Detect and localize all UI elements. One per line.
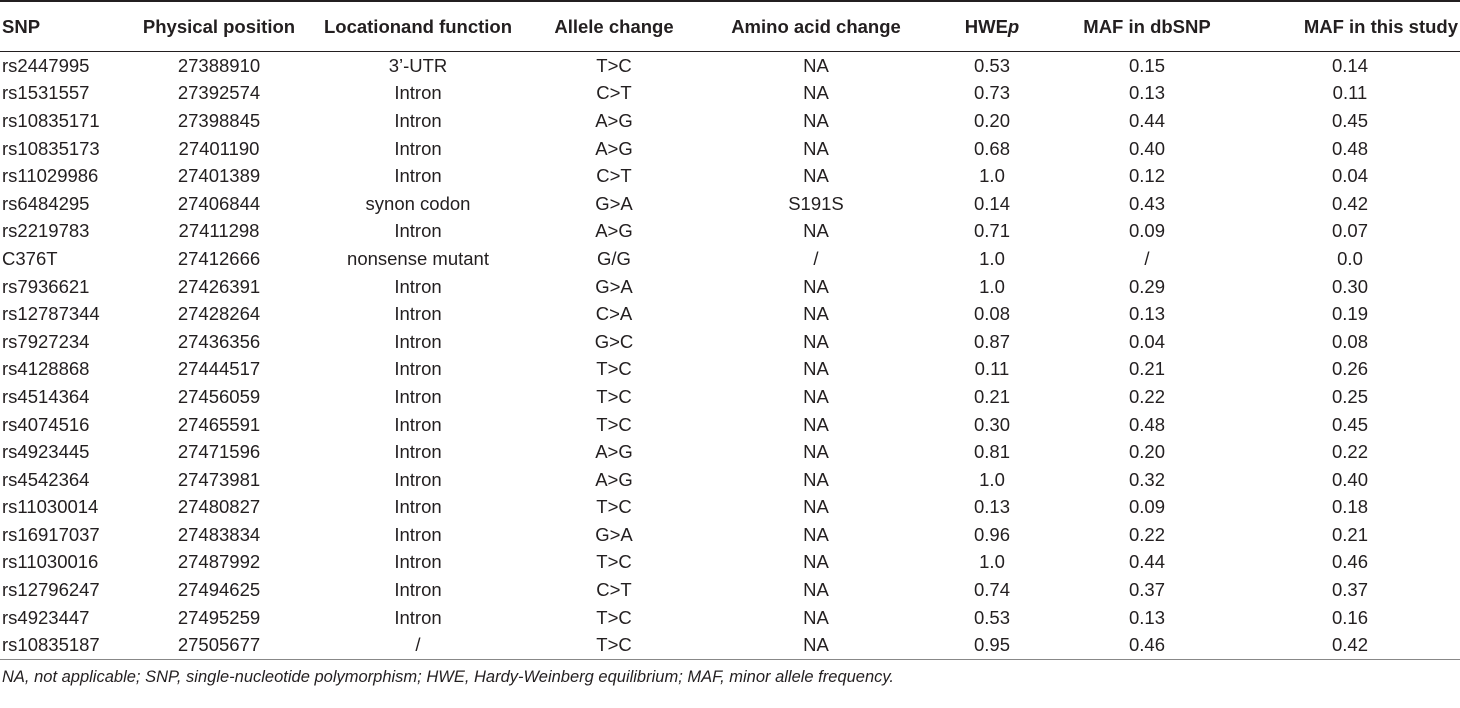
cell-allele-change: G>A — [595, 192, 633, 214]
cell-location-function: Intron — [394, 523, 442, 545]
cell-location-function: Intron — [394, 275, 442, 297]
cell-maf-dbsnp: 0.29 — [1128, 275, 1165, 297]
cell-allele-change: T>C — [596, 385, 632, 407]
cell-location-function: Intron — [394, 165, 442, 187]
cell-allele-change: A>G — [595, 137, 633, 159]
table-row — [0, 107, 1460, 135]
table-row — [0, 576, 1460, 604]
cell-snp: rs7927234 — [2, 330, 90, 352]
cell-physical-position: 27428264 — [177, 303, 261, 325]
cell-physical-position: 27480827 — [177, 496, 261, 518]
cell-hwe-p: 0.68 — [973, 137, 1010, 159]
cell-amino-acid-change: NA — [803, 330, 829, 352]
cell-maf-this-study: 0.04 — [1331, 165, 1368, 187]
table-row — [0, 162, 1460, 190]
cell-hwe-p: 0.95 — [973, 634, 1010, 656]
cell-snp: rs6484295 — [2, 192, 90, 214]
table-row — [0, 411, 1460, 439]
table-row — [0, 218, 1460, 246]
cell-allele-change: T>C — [596, 551, 632, 573]
cell-snp: rs4514364 — [2, 385, 90, 407]
header-amino-acid-change: Amino acid change — [731, 15, 901, 37]
cell-amino-acid-change: NA — [803, 385, 829, 407]
cell-amino-acid-change: NA — [803, 579, 829, 601]
table-row — [0, 521, 1460, 549]
cell-maf-dbsnp: 0.13 — [1128, 82, 1165, 104]
header-maf-dbsnp: MAF in dbSNP — [1083, 15, 1211, 37]
cell-maf-this-study: 0.19 — [1331, 303, 1368, 325]
cell-maf-dbsnp: 0.04 — [1128, 330, 1165, 352]
cell-hwe-p: 0.13 — [973, 496, 1010, 518]
cell-hwe-p: 0.87 — [973, 330, 1010, 352]
cell-snp: rs4074516 — [2, 413, 90, 435]
cell-allele-change: G/G — [597, 247, 631, 269]
table-row — [0, 273, 1460, 301]
cell-physical-position: 27465591 — [177, 413, 261, 435]
cell-allele-change: G>C — [594, 330, 634, 352]
cell-snp: rs12787344 — [2, 303, 100, 325]
cell-location-function: Intron — [394, 496, 442, 518]
cell-hwe-p: 0.08 — [973, 303, 1010, 325]
cell-physical-position: 27495259 — [177, 606, 261, 628]
cell-snp: rs10835171 — [2, 109, 100, 131]
cell-allele-change: T>C — [596, 606, 632, 628]
cell-hwe-p: 0.81 — [973, 441, 1010, 463]
cell-physical-position: 27471596 — [177, 441, 261, 463]
cell-physical-position: 27456059 — [177, 385, 261, 407]
cell-location-function: / — [415, 634, 421, 656]
cell-maf-this-study: 0.08 — [1331, 330, 1368, 352]
cell-location-function: Intron — [394, 137, 442, 159]
cell-physical-position: 27473981 — [177, 468, 261, 490]
cell-physical-position: 27398845 — [177, 109, 261, 131]
table-row — [0, 631, 1460, 659]
cell-allele-change: C>T — [596, 579, 632, 601]
cell-maf-dbsnp: 0.46 — [1128, 634, 1165, 656]
cell-snp: rs1531557 — [2, 82, 90, 104]
cell-hwe-p: 1.0 — [979, 275, 1005, 297]
cell-physical-position: 27401389 — [177, 165, 261, 187]
cell-maf-dbsnp: 0.20 — [1128, 441, 1165, 463]
cell-snp: rs4923447 — [2, 606, 90, 628]
cell-maf-dbsnp: 0.13 — [1128, 606, 1165, 628]
cell-physical-position: 27401190 — [178, 137, 260, 159]
cell-maf-this-study: 0.21 — [1331, 523, 1368, 545]
cell-maf-dbsnp: 0.40 — [1128, 137, 1165, 159]
table-header-row — [0, 2, 1460, 52]
cell-physical-position: 27444517 — [177, 358, 261, 380]
cell-location-function: synon codon — [365, 192, 471, 214]
cell-amino-acid-change: NA — [803, 441, 829, 463]
cell-allele-change: C>A — [595, 303, 633, 325]
cell-location-function: nonsense mutant — [347, 247, 489, 269]
cell-physical-position: 27412666 — [177, 247, 261, 269]
cell-amino-acid-change: NA — [803, 82, 829, 104]
cell-physical-position: 27483834 — [177, 523, 261, 545]
cell-maf-this-study: 0.48 — [1331, 137, 1368, 159]
cell-allele-change: T>C — [596, 413, 632, 435]
cell-hwe-p: 1.0 — [979, 468, 1005, 490]
cell-physical-position: 27487992 — [177, 551, 261, 573]
cell-snp: rs10835173 — [2, 137, 100, 159]
cell-location-function: Intron — [394, 358, 442, 380]
header-hwe-label: HWE — [964, 15, 1008, 37]
table-body — [0, 52, 1460, 660]
cell-maf-this-study: 0.0 — [1337, 247, 1363, 269]
cell-location-function: Intron — [394, 468, 442, 490]
cell-maf-dbsnp: 0.37 — [1128, 579, 1165, 601]
cell-maf-dbsnp: 0.15 — [1128, 54, 1165, 76]
table-row — [0, 604, 1460, 632]
cell-snp: C376T — [2, 247, 58, 269]
table-row — [0, 190, 1460, 218]
cell-maf-this-study: 0.37 — [1331, 579, 1368, 601]
cell-hwe-p: 0.73 — [973, 82, 1010, 104]
cell-hwe-p: 0.53 — [973, 606, 1010, 628]
cell-physical-position: 27411298 — [178, 220, 260, 242]
cell-maf-this-study: 0.18 — [1331, 496, 1368, 518]
cell-hwe-p: 0.53 — [973, 54, 1010, 76]
cell-location-function: Intron — [394, 551, 442, 573]
cell-amino-acid-change: NA — [803, 358, 829, 380]
cell-snp: rs16917037 — [2, 523, 100, 545]
cell-maf-dbsnp: 0.22 — [1128, 523, 1165, 545]
cell-amino-acid-change: NA — [803, 303, 829, 325]
cell-allele-change: A>G — [595, 468, 633, 490]
cell-hwe-p: 1.0 — [979, 551, 1005, 573]
cell-amino-acid-change: NA — [803, 523, 829, 545]
cell-amino-acid-change: NA — [803, 165, 829, 187]
table-row — [0, 356, 1460, 384]
table-row — [0, 135, 1460, 163]
cell-allele-change: T>C — [596, 54, 632, 76]
cell-amino-acid-change: / — [813, 247, 819, 269]
cell-amino-acid-change: S191S — [788, 192, 844, 214]
header-physical-position: Physical position — [142, 15, 296, 37]
table-row — [0, 80, 1460, 108]
cell-maf-dbsnp: 0.13 — [1128, 303, 1165, 325]
cell-hwe-p: 0.74 — [973, 579, 1010, 601]
cell-location-function: Intron — [394, 220, 442, 242]
header-hwe-p — [930, 2, 1054, 52]
cell-maf-this-study: 0.22 — [1331, 441, 1368, 463]
cell-amino-acid-change: NA — [803, 413, 829, 435]
cell-maf-dbsnp: 0.21 — [1128, 358, 1165, 380]
cell-maf-this-study: 0.46 — [1331, 551, 1368, 573]
table-row — [0, 549, 1460, 577]
cell-maf-dbsnp: 0.43 — [1128, 192, 1165, 214]
cell-amino-acid-change: NA — [803, 606, 829, 628]
cell-allele-change: A>G — [595, 441, 633, 463]
cell-hwe-p: 0.20 — [973, 109, 1010, 131]
table-footnote: NA, not applicable; SNP, single-nucleotide polymorphism; HWE, Hardy-Weinberg equilibrium; MAF, minor allele frequency. — [2, 668, 895, 687]
header-hwe-p-italic: p — [1007, 15, 1020, 37]
cell-maf-this-study: 0.42 — [1331, 192, 1368, 214]
cell-snp: rs12796247 — [2, 579, 100, 601]
cell-allele-change: A>G — [595, 109, 633, 131]
cell-hwe-p: 0.14 — [973, 192, 1010, 214]
cell-snp: rs7936621 — [2, 275, 90, 297]
cell-amino-acid-change: NA — [803, 468, 829, 490]
cell-location-function: Intron — [394, 303, 442, 325]
cell-location-function: Intron — [394, 109, 442, 131]
cell-physical-position: 27392574 — [177, 82, 261, 104]
cell-maf-dbsnp: 0.32 — [1128, 468, 1165, 490]
cell-maf-this-study: 0.30 — [1331, 275, 1368, 297]
cell-physical-position: 27388910 — [177, 54, 261, 76]
header-allele-change: Allele change — [554, 15, 674, 37]
cell-amino-acid-change: NA — [803, 551, 829, 573]
cell-snp: rs2219783 — [2, 220, 90, 242]
cell-amino-acid-change: NA — [803, 220, 829, 242]
cell-maf-dbsnp: 0.09 — [1128, 220, 1165, 242]
table-row — [0, 494, 1460, 522]
cell-location-function: Intron — [394, 579, 442, 601]
cell-maf-this-study: 0.45 — [1331, 109, 1368, 131]
cell-maf-dbsnp: 0.44 — [1128, 109, 1165, 131]
cell-location-function: 3’-UTR — [388, 54, 448, 76]
table-row — [0, 300, 1460, 328]
cell-maf-this-study: 0.26 — [1331, 358, 1368, 380]
cell-hwe-p: 0.30 — [973, 413, 1010, 435]
cell-maf-this-study: 0.07 — [1331, 220, 1368, 242]
header-snp: SNP — [2, 15, 41, 37]
cell-maf-this-study: 0.25 — [1331, 385, 1368, 407]
header-maf-this-study: MAF in this study — [1303, 15, 1458, 37]
cell-hwe-p: 0.21 — [973, 385, 1010, 407]
cell-allele-change: G>A — [595, 275, 633, 297]
cell-snp: rs4923445 — [2, 441, 90, 463]
table-row — [0, 438, 1460, 466]
cell-snp: rs4128868 — [2, 358, 90, 380]
table-row — [0, 328, 1460, 356]
table-row — [0, 245, 1460, 273]
cell-hwe-p: 1.0 — [979, 165, 1005, 187]
cell-physical-position: 27505677 — [177, 634, 261, 656]
cell-allele-change: A>G — [595, 220, 633, 242]
table-row — [0, 52, 1460, 80]
table-row — [0, 466, 1460, 494]
cell-snp: rs10835187 — [2, 634, 100, 656]
cell-physical-position: 27436356 — [177, 330, 261, 352]
cell-hwe-p: 0.96 — [973, 523, 1010, 545]
cell-snp: rs11029986 — [2, 165, 99, 187]
cell-amino-acid-change: NA — [803, 109, 829, 131]
cell-physical-position: 27426391 — [177, 275, 261, 297]
cell-hwe-p: 0.11 — [974, 358, 1010, 380]
cell-maf-dbsnp: 0.44 — [1128, 551, 1165, 573]
cell-maf-this-study: 0.40 — [1331, 468, 1368, 490]
cell-allele-change: C>T — [596, 82, 632, 104]
cell-allele-change: T>C — [596, 496, 632, 518]
cell-location-function: Intron — [394, 385, 442, 407]
cell-allele-change: C>T — [596, 165, 632, 187]
cell-snp: rs11030014 — [2, 496, 99, 518]
cell-amino-acid-change: NA — [803, 54, 829, 76]
cell-snp: rs4542364 — [2, 468, 90, 490]
cell-snp: rs11030016 — [2, 551, 99, 573]
cell-location-function: Intron — [394, 413, 442, 435]
table-row — [0, 383, 1460, 411]
cell-hwe-p: 1.0 — [979, 247, 1005, 269]
cell-maf-dbsnp: 0.48 — [1128, 413, 1165, 435]
header-location-function: Locationand function — [323, 15, 513, 37]
cell-physical-position: 27494625 — [177, 579, 261, 601]
cell-maf-this-study: 0.11 — [1332, 82, 1368, 104]
cell-maf-dbsnp: 0.22 — [1128, 385, 1165, 407]
cell-maf-this-study: 0.42 — [1331, 634, 1368, 656]
cell-location-function: Intron — [394, 330, 442, 352]
cell-amino-acid-change: NA — [803, 496, 829, 518]
cell-location-function: Intron — [394, 82, 442, 104]
cell-amino-acid-change: NA — [803, 634, 829, 656]
cell-location-function: Intron — [394, 606, 442, 628]
cell-amino-acid-change: NA — [803, 275, 829, 297]
cell-physical-position: 27406844 — [177, 192, 261, 214]
table-bottom-rule — [0, 659, 1460, 660]
cell-maf-this-study: 0.14 — [1331, 54, 1368, 76]
cell-hwe-p: 0.71 — [973, 220, 1010, 242]
cell-maf-dbsnp: 0.12 — [1128, 165, 1165, 187]
cell-maf-this-study: 0.16 — [1331, 606, 1368, 628]
cell-maf-this-study: 0.45 — [1331, 413, 1368, 435]
snp-table — [0, 2, 1460, 659]
cell-allele-change: G>A — [595, 523, 633, 545]
cell-maf-dbsnp: 0.09 — [1128, 496, 1165, 518]
cell-amino-acid-change: NA — [803, 137, 829, 159]
cell-location-function: Intron — [394, 441, 442, 463]
cell-maf-dbsnp: / — [1144, 247, 1150, 269]
cell-snp: rs2447995 — [2, 54, 90, 76]
cell-allele-change: T>C — [596, 358, 632, 380]
cell-allele-change: T>C — [596, 634, 632, 656]
